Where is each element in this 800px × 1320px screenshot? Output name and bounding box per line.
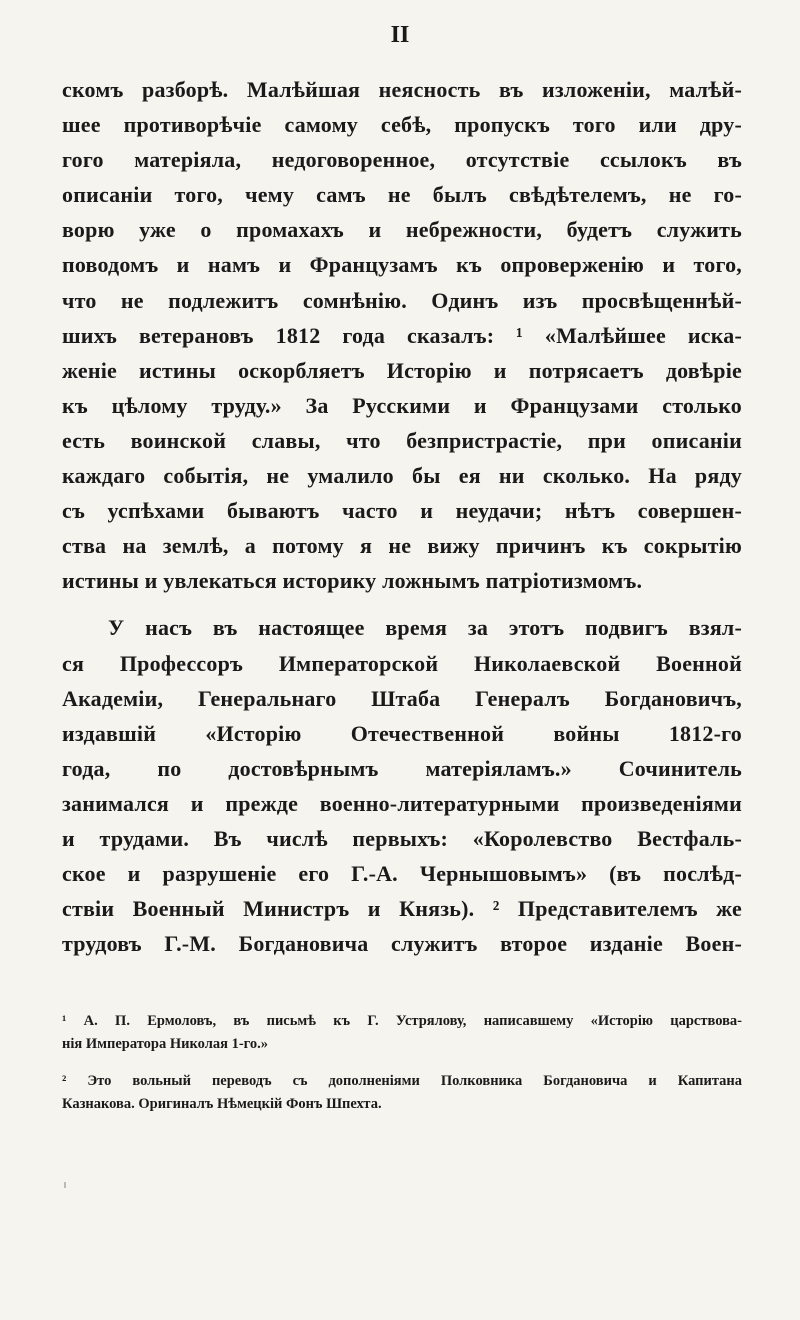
text-line: что не подлежитъ сомнѣнію. Одинъ изъ просвѣщеннѣй- [62, 287, 742, 313]
text-line: и трудами. Въ числѣ первыхъ: «Королевство Вестфаль- [62, 825, 742, 851]
text-line: каждаго событія, не умалило бы ея ни сколько. На ряду [62, 463, 742, 489]
text-line: ворю уже о промахахъ и небрежности, будетъ служить [62, 217, 742, 243]
text-line: ское и разрушеніе его Г.-А. Чернышовымъ» (въ послѣд- [62, 861, 742, 887]
text-line: ства на землѣ, а потому я не вижу причинъ къ сокрытію [62, 533, 742, 559]
text-line: шее противорѣчіе самому себѣ, пропускъ того или дру- [62, 112, 742, 138]
text-line: съ успѣхами бываютъ часто и неудачи; нѣтъ совершен- [62, 498, 742, 524]
footnote-line: ² Это вольный переводъ съ дополненіями Полковника Богдановича и Капитана [62, 1073, 742, 1089]
page-number: II [390, 22, 410, 48]
text-line: трудовъ Г.-М. Богдановича служитъ второе изданіе Воен- [62, 931, 742, 957]
print-speck [64, 1182, 66, 1188]
footnote-2 [62, 1070, 742, 1116]
text-line: ся Профессоръ Императорской Николаевской Военной [62, 650, 742, 676]
footnote-line: нія Императора Николая 1-го.» [62, 1036, 268, 1052]
text-line: есть воинской славы, что безпристрастіе, при описаніи [62, 427, 742, 453]
footnotes [62, 1010, 742, 1116]
text-line: года, по достовѣрнымъ матеріяламъ.» Сочинитель [62, 755, 742, 781]
text-line: поводомъ и намъ и Французамъ къ опроверженію и того, [62, 252, 742, 278]
footnote-1 [62, 1010, 742, 1056]
text-line: женіе истины оскорбляетъ Исторію и потрясаетъ довѣріе [62, 357, 742, 383]
body-text [62, 72, 742, 961]
text-line: къ цѣлому труду.» За Русскими и Французами столько [62, 392, 742, 418]
footnote-line: Казнакова. Оригиналъ Нѣмецкій Фонъ Шпехта. [62, 1096, 382, 1112]
text-line: ствіи Военный Министръ и Князь). ² Представителемъ же [62, 896, 742, 922]
footnote-line: ¹ А. П. Ермоловъ, въ письмѣ къ Г. Устрялову, написавшему «Исторію царствова- [62, 1013, 742, 1029]
text-line: гого матеріяла, недоговоренное, отсутствіе ссылокъ въ [62, 147, 742, 173]
text-line: шихъ ветерановъ 1812 года сказалъ: ¹ «Малѣйшее иска- [62, 322, 742, 348]
text-line: истины и увлекаться историку ложнымъ патріотизмомъ. [62, 568, 643, 594]
text-line: издавшій «Исторію Отечественной войны 1812-го [62, 720, 742, 746]
text-line: занимался и прежде военно-литературными произведеніями [62, 790, 742, 816]
text-line: У насъ въ настоящее время за этотъ подвигъ взял- [108, 615, 742, 641]
text-line: описаніи того, чему самъ не былъ свѣдѣтелемъ, не го- [62, 182, 742, 208]
text-line: скомъ разборѣ. Малѣйшая неясность въ изложеніи, малѣй- [62, 77, 742, 102]
text-line: Академіи, Генеральнаго Штаба Генералъ Богдановичъ, [62, 685, 742, 711]
paragraph-1 [62, 72, 742, 598]
paragraph-2 [62, 610, 742, 961]
